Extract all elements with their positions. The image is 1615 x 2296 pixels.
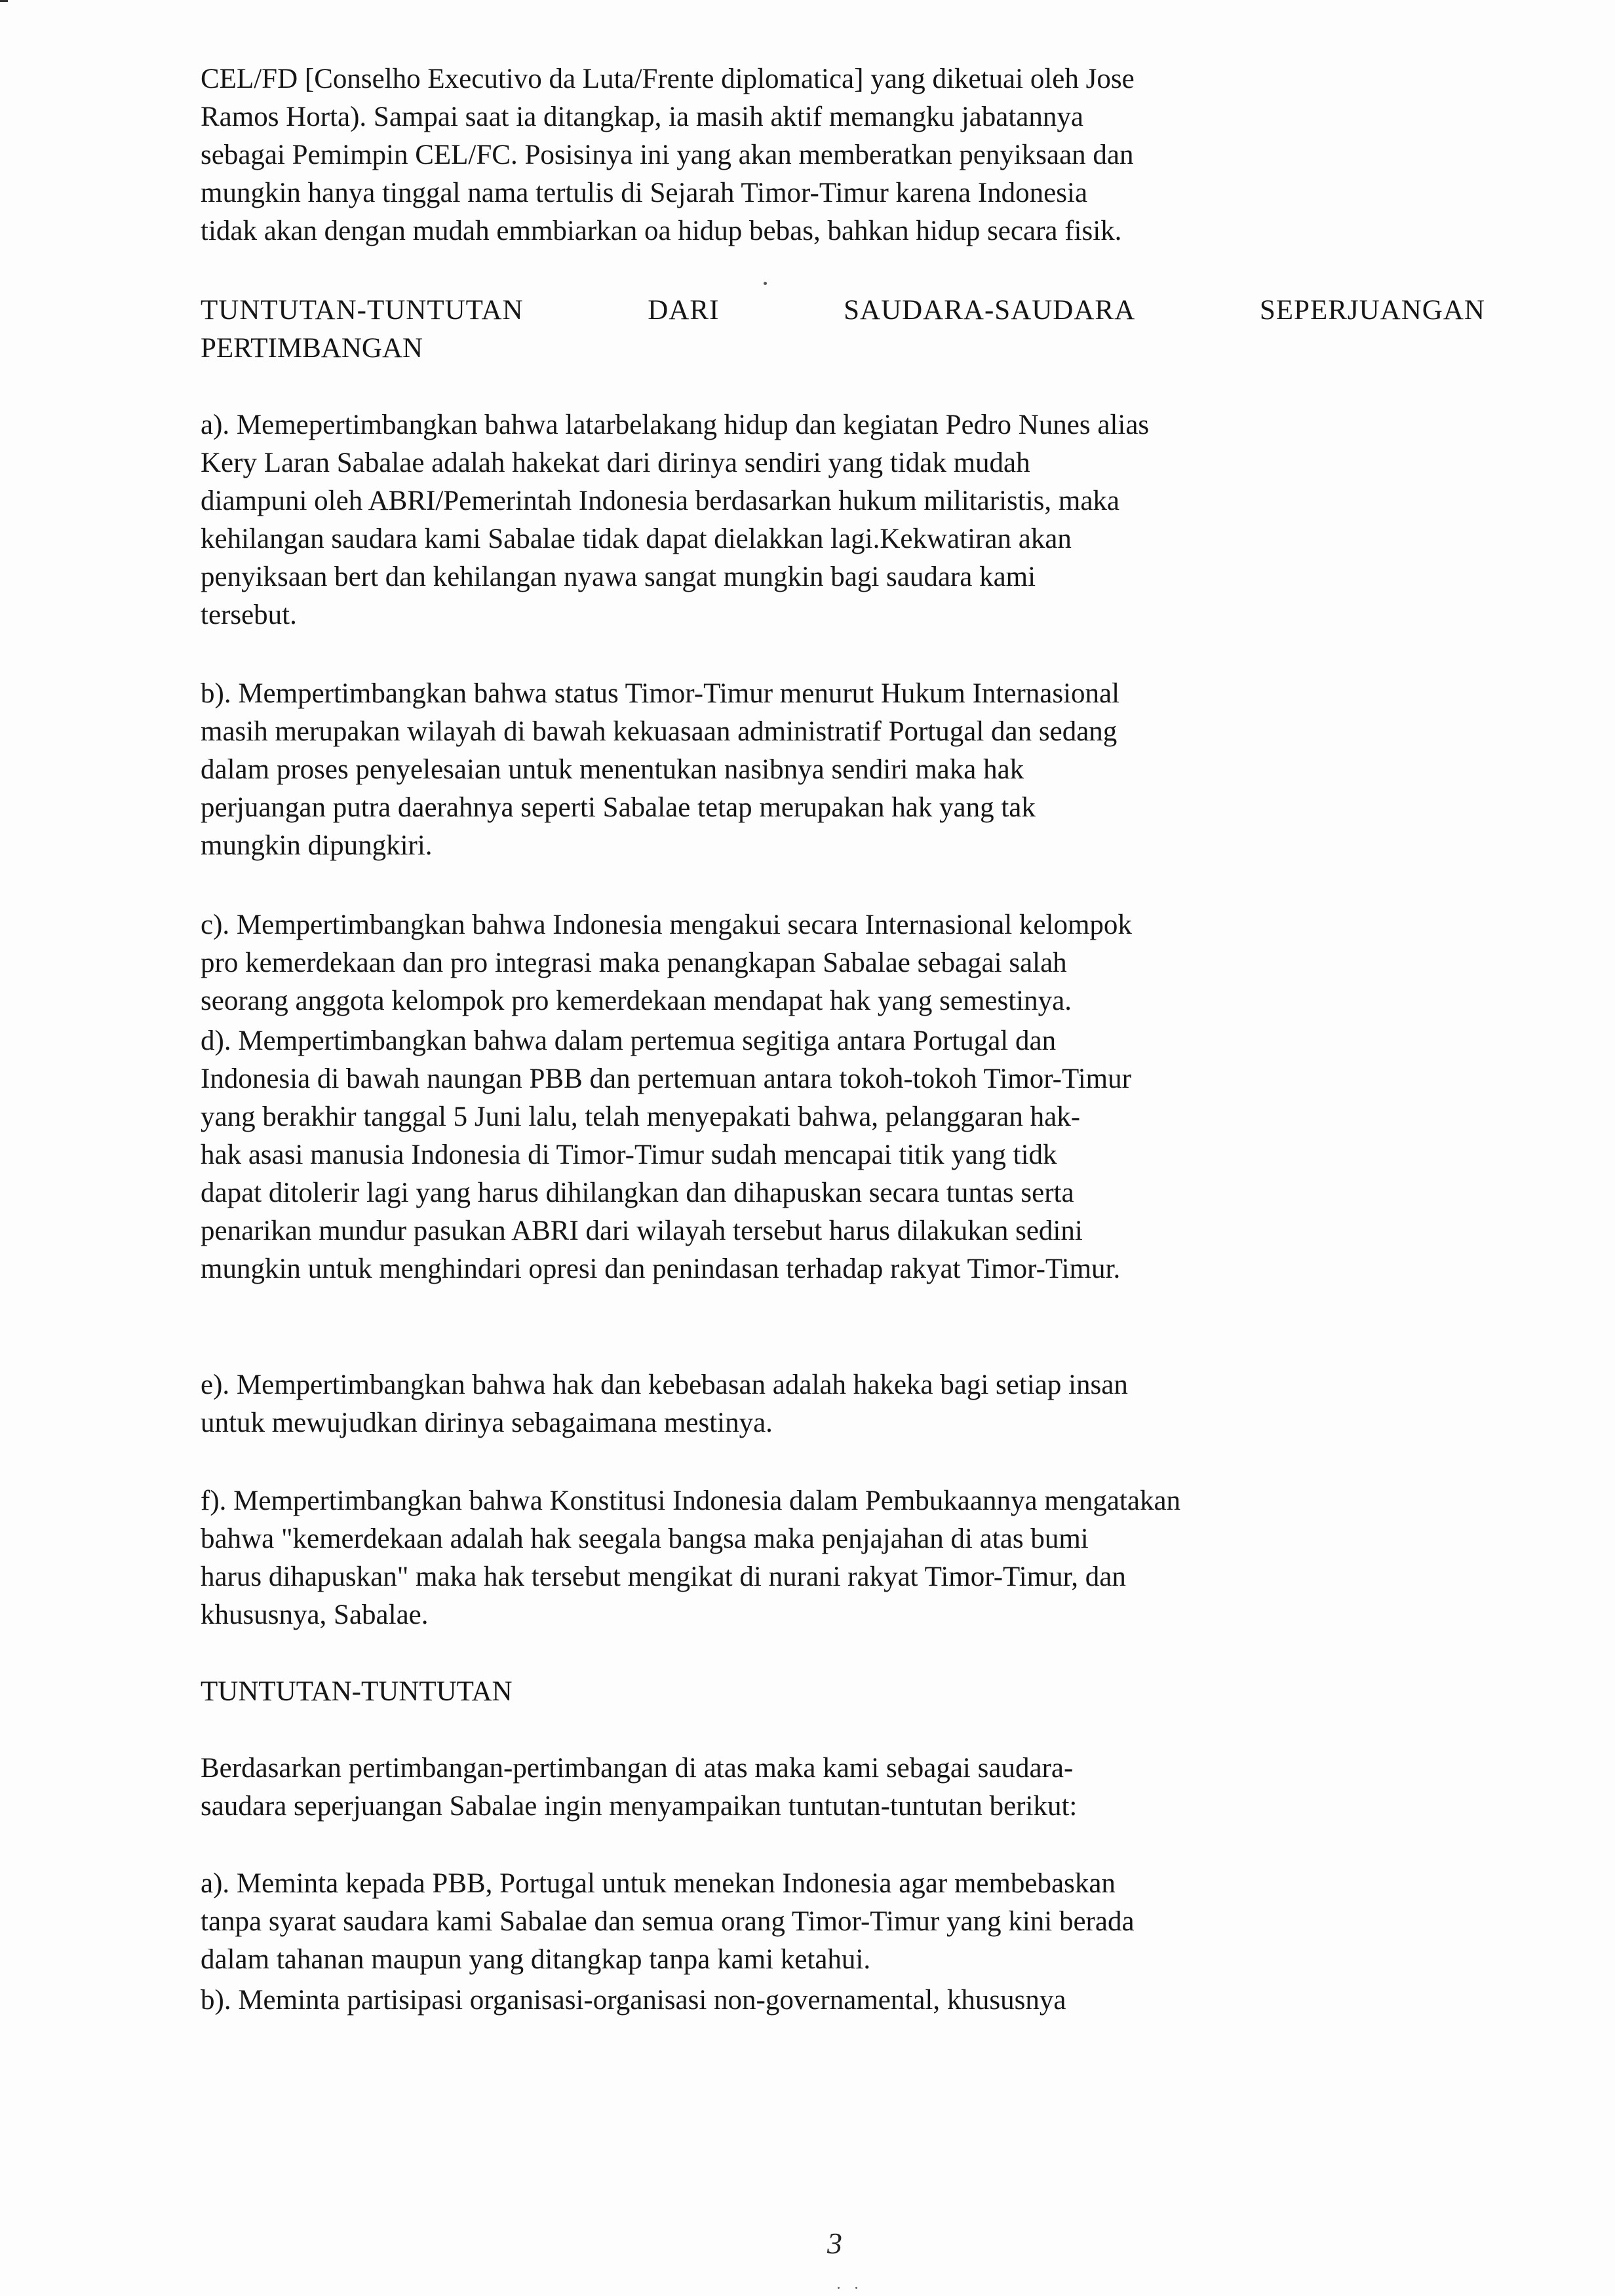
scan-corner-mark xyxy=(0,0,8,2)
consideration-d: d). Mempertimbangkan bahwa dalam pertemua segitiga antara Portugal dan Indonesia di bawah naungan PBB dan pertemuan antara tokoh-tokoh Timor-Timur yang berakhir tanggal 5 Juni lalu, telah menyepakati bahwa, pelanggaran hak- hak asasi manusia Indonesia di Timor-Timur sudah mencapai titik yang tidk dapat ditolerir lagi yang harus dihilangkan dan dihapuskan secara tuntas serta penarikan mundur pasukan ABRI dari wilayah tersebut harus dilakukan sedini mungkin untuk menghindari opresi dan penindasan terhadap rakyat Timor-Timur. xyxy=(201,1025,1131,1284)
page-number: 3 xyxy=(827,2227,842,2260)
demands-heading: TUNTUTAN-TUNTUTAN xyxy=(201,1676,513,1707)
demand-b: b). Meminta partisipasi organisasi-organisasi non-governamental, khususnya xyxy=(201,1985,1066,2016)
heading-word-3: SAUDARA-SAUDARA xyxy=(844,295,1136,326)
demands-intro: Berdasarkan pertimbangan-pertimbangan di atas maka kami sebagai saudara- saudara seperjuangan Sabalae ingin menyampaikan tuntutan-tuntutan berikut: xyxy=(201,1753,1078,1822)
consideration-a: a). Memepertimbangkan bahwa latarbelakang hidup dan kegiatan Pedro Nunes alias Kery Laran Sabalae adalah hakekat dari dirinya sendiri yang tidak mudah diampuni oleh ABRI/Pemerintah Indonesia berdasarkan hukum militaristis, maka kehilangan saudara kami Sabalae tidak dapat dielakkan lagi.Kekwatiran akan penyiksaan bert dan kehilangan nyawa sangat mungkin bagi saudara kami tersebut. xyxy=(201,410,1150,630)
intro-paragraph: CEL/FD [Conselho Executivo da Luta/Frente diplomatica] yang diketuai oleh Jose Ramos Horta). Sampai saat ia ditangkap, ia masih aktif memangku jabatannya sebagai Pemimpin CEL/FC. Posisinya ini yang akan memberatkan penyiksaan dan mungkin hanya tinggal nama tertulis di Sejarah Timor-Timur karena Indonesia tidak akan dengan mudah emmbiarkan oa hidup bebas, bahkan hidup secara fisik. xyxy=(201,64,1135,246)
demand-a: a). Meminta kepada PBB, Portugal untuk menekan Indonesia agar membebaskan tanpa syarat saudara kami Sabalae dan semua orang Timor-Timur yang kini berada dalam tahanan maupun yang ditangkap tanpa kami ketahui. xyxy=(201,1868,1135,1975)
subheading-pertimbangan: PERTIMBANGAN xyxy=(201,333,423,364)
consideration-f: f). Mempertimbangkan bahwa Konstitusi Indonesia dalam Pembukaannya mengatakan bahwa "kemerdekaan adalah hak seegala bangsa maka penjajahan di atas bumi harus dihapuskan" maka hak tersebut mengikat di nurani rakyat Timor-Timur, dan khususnya, Sabalae. xyxy=(201,1485,1181,1630)
scan-footer-specks xyxy=(838,2287,857,2289)
scan-speck xyxy=(764,282,767,285)
heading-word-4: SEPERJUANGAN xyxy=(1259,295,1485,326)
heading-word-1: TUNTUTAN-TUNTUTAN xyxy=(201,295,524,326)
consideration-e: e). Mempertimbangkan bahwa hak dan kebebasan adalah hakeka bagi setiap insan untuk mewujudkan dirinya sebagaimana mestinya. xyxy=(201,1369,1128,1438)
section-heading xyxy=(201,292,1485,330)
consideration-b: b). Mempertimbangkan bahwa status Timor-Timur menurut Hukum Internasional masih merupakan wilayah di bawah kekuasaan administratif Portugal dan sedang dalam proses penyelesaian untuk menentukan nasibnya sendiri maka hak perjuangan putra daerahnya seperti Sabalae tetap merupakan hak yang tak mungkin dipungkiri. xyxy=(201,678,1120,861)
consideration-c: c). Mempertimbangkan bahwa Indonesia mengakui secara Internasional kelompok pro kemerdekaan dan pro integrasi maka penangkapan Sabalae sebagai salah seorang anggota kelompok pro kemerdekaan mendapat hak yang semestinya. xyxy=(201,909,1132,1016)
heading-word-2: DARI xyxy=(648,295,720,326)
